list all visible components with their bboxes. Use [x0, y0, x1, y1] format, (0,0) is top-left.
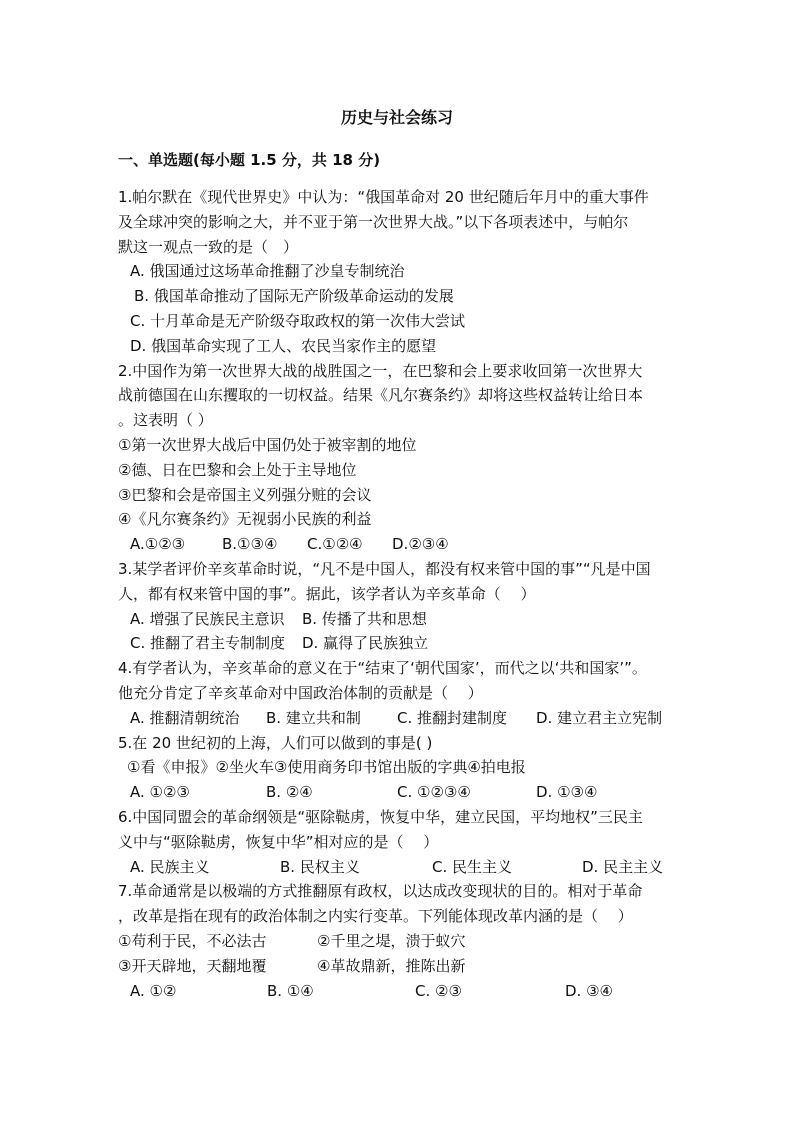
- statement-item: ②千里之堤，溃于蚁穴: [317, 931, 466, 950]
- option-a: A. 俄国通过这场革命推翻了沙皇专制统治: [130, 262, 405, 281]
- question-3: [118, 557, 680, 656]
- question-stem-line: 战前德国在山东攫取的一切权益。结果《凡尔赛条约》却将这些权益转让给日本: [118, 386, 644, 405]
- option-c: C. 民生主义: [432, 857, 513, 876]
- question-stem-line: 默这一观点一致的是（ ）: [118, 237, 299, 256]
- question-stem-line: 5.在 20 世纪初的上海，人们可以做到的事是( ): [118, 733, 433, 752]
- options-row: [118, 607, 680, 632]
- question-6: [118, 805, 680, 879]
- option-c: C. ②③: [415, 981, 462, 1000]
- option-a: A. 增强了民族民主意识: [130, 609, 285, 628]
- question-stem-line: 。这表明（ ）: [118, 411, 213, 430]
- question-5: [118, 731, 680, 805]
- option-c: C. 十月革命是无产阶级夺取政权的第一次伟大尝试: [130, 311, 466, 330]
- option-a: A.①②③: [130, 535, 186, 554]
- option-b: B. 俄国革命推动了国际无产阶级革命运动的发展: [134, 287, 454, 306]
- option-b: B. 传播了共和思想: [302, 609, 427, 628]
- question-stem-line: 2.中国作为第一次世界大战的战胜国之一，在巴黎和会上要求收回第一次世界大: [118, 361, 643, 380]
- options-row: [118, 780, 680, 805]
- question-stem-line: ，改革是指在现有的政治体制之内实行变革。下列能体现改革内涵的是（ ）: [118, 907, 633, 926]
- question-stem-line: 3.某学者评价辛亥革命时说，“凡不是中国人，都没有权来管中国的事”“凡是中国: [118, 559, 651, 578]
- question-stem-line: 义中与“驱除鞑虏，恢复中华”相对应的是（ ）: [118, 832, 439, 851]
- question-stem-line: 及全球冲突的影响之大，并不亚于第一次世界大战。”以下各项表述中，与帕尔: [118, 212, 629, 231]
- option-d: D.②③④: [392, 535, 449, 554]
- statement-item: ④革故鼎新，推陈出新: [317, 956, 466, 975]
- option-c: C. 推翻了君主专制制度: [130, 634, 286, 653]
- option-d: D. ③④: [565, 981, 613, 1000]
- question-2: [118, 359, 680, 557]
- question-stem-line: 6.中国同盟会的革命纲领是“驱除鞑虏，恢复中华，建立民国，平均地权”三民主: [118, 807, 643, 826]
- question-4: [118, 656, 680, 730]
- question-stem-line: 人，都有权来管中国的事”。据此，该学者认为辛亥革命（ ）: [118, 584, 536, 603]
- statement-item: ③开天辟地，天翻地覆: [118, 956, 267, 975]
- option-d: D. ①③④: [536, 783, 598, 802]
- section-heading: 一、单选题(每小题 1.5 分，共 18 分): [118, 151, 381, 169]
- options-row: [118, 631, 680, 656]
- options-row: [118, 706, 680, 731]
- option-b: B. 民权主义: [280, 857, 360, 876]
- option-a: A. 民族主义: [130, 857, 210, 876]
- question-stem-line: 1.帕尔默在《现代世界史》中认为：“俄国革命对 20 世纪随后年月中的重大事件: [118, 188, 649, 206]
- question-stem-line: 7.革命通常是以极端的方式推翻原有政权，以达成改变现状的目的。相对于革命: [118, 882, 643, 901]
- options-row: [118, 855, 680, 880]
- option-d: D. 俄国革命实现了工人、农民当家作主的愿望: [130, 336, 437, 355]
- option-a: A. 推翻清朝统治: [130, 708, 240, 727]
- option-a: A. ①②: [130, 981, 177, 1000]
- question-stem-line: 4.有学者认为，辛亥革命的意义在于“结束了‘朝代国家’，而代之以‘共和国家’”。: [118, 659, 647, 678]
- option-b: B. ①④: [267, 981, 314, 1000]
- option-b: B. 建立共和制: [266, 708, 361, 727]
- option-c: C.①②④: [307, 535, 363, 554]
- option-d: D. 赢得了民族独立: [302, 634, 429, 653]
- question-list: [118, 185, 680, 1003]
- statement-item: ①看《申报》②坐火车③使用商务印书馆出版的字典④拍电报: [127, 758, 526, 777]
- option-d: D. 民主主义: [582, 857, 664, 876]
- question-7: [118, 879, 680, 1003]
- page-title: 历史与社会练习: [340, 108, 453, 127]
- statement-item: ②德、日在巴黎和会上处于主导地位: [118, 460, 357, 479]
- statement-item: ①第一次世界大战后中国仍处于被宰割的地位: [118, 435, 417, 454]
- option-c: C. 推翻封建制度: [397, 708, 508, 727]
- option-b: B.①③④: [222, 535, 278, 554]
- statement-row: [118, 929, 680, 954]
- statement-row: [118, 954, 680, 979]
- options-row: [118, 532, 680, 557]
- question-1: [118, 185, 680, 359]
- option-c: C. ①②③④: [397, 783, 471, 802]
- option-b: B. ②④: [266, 783, 313, 802]
- options-row: [118, 979, 680, 1004]
- statement-item: ④《凡尔赛条约》无视弱小民族的利益: [118, 510, 372, 529]
- statement-item: ①苟利于民，不必法古: [118, 931, 267, 950]
- statement-item: ③巴黎和会是帝国主义列强分赃的会议: [118, 485, 372, 504]
- option-a: A. ①②③: [130, 783, 190, 802]
- option-d: D. 建立君主立宪制: [536, 708, 663, 727]
- question-stem-line: 他充分肯定了辛亥革命对中国政治体制的贡献是（ ）: [118, 683, 483, 702]
